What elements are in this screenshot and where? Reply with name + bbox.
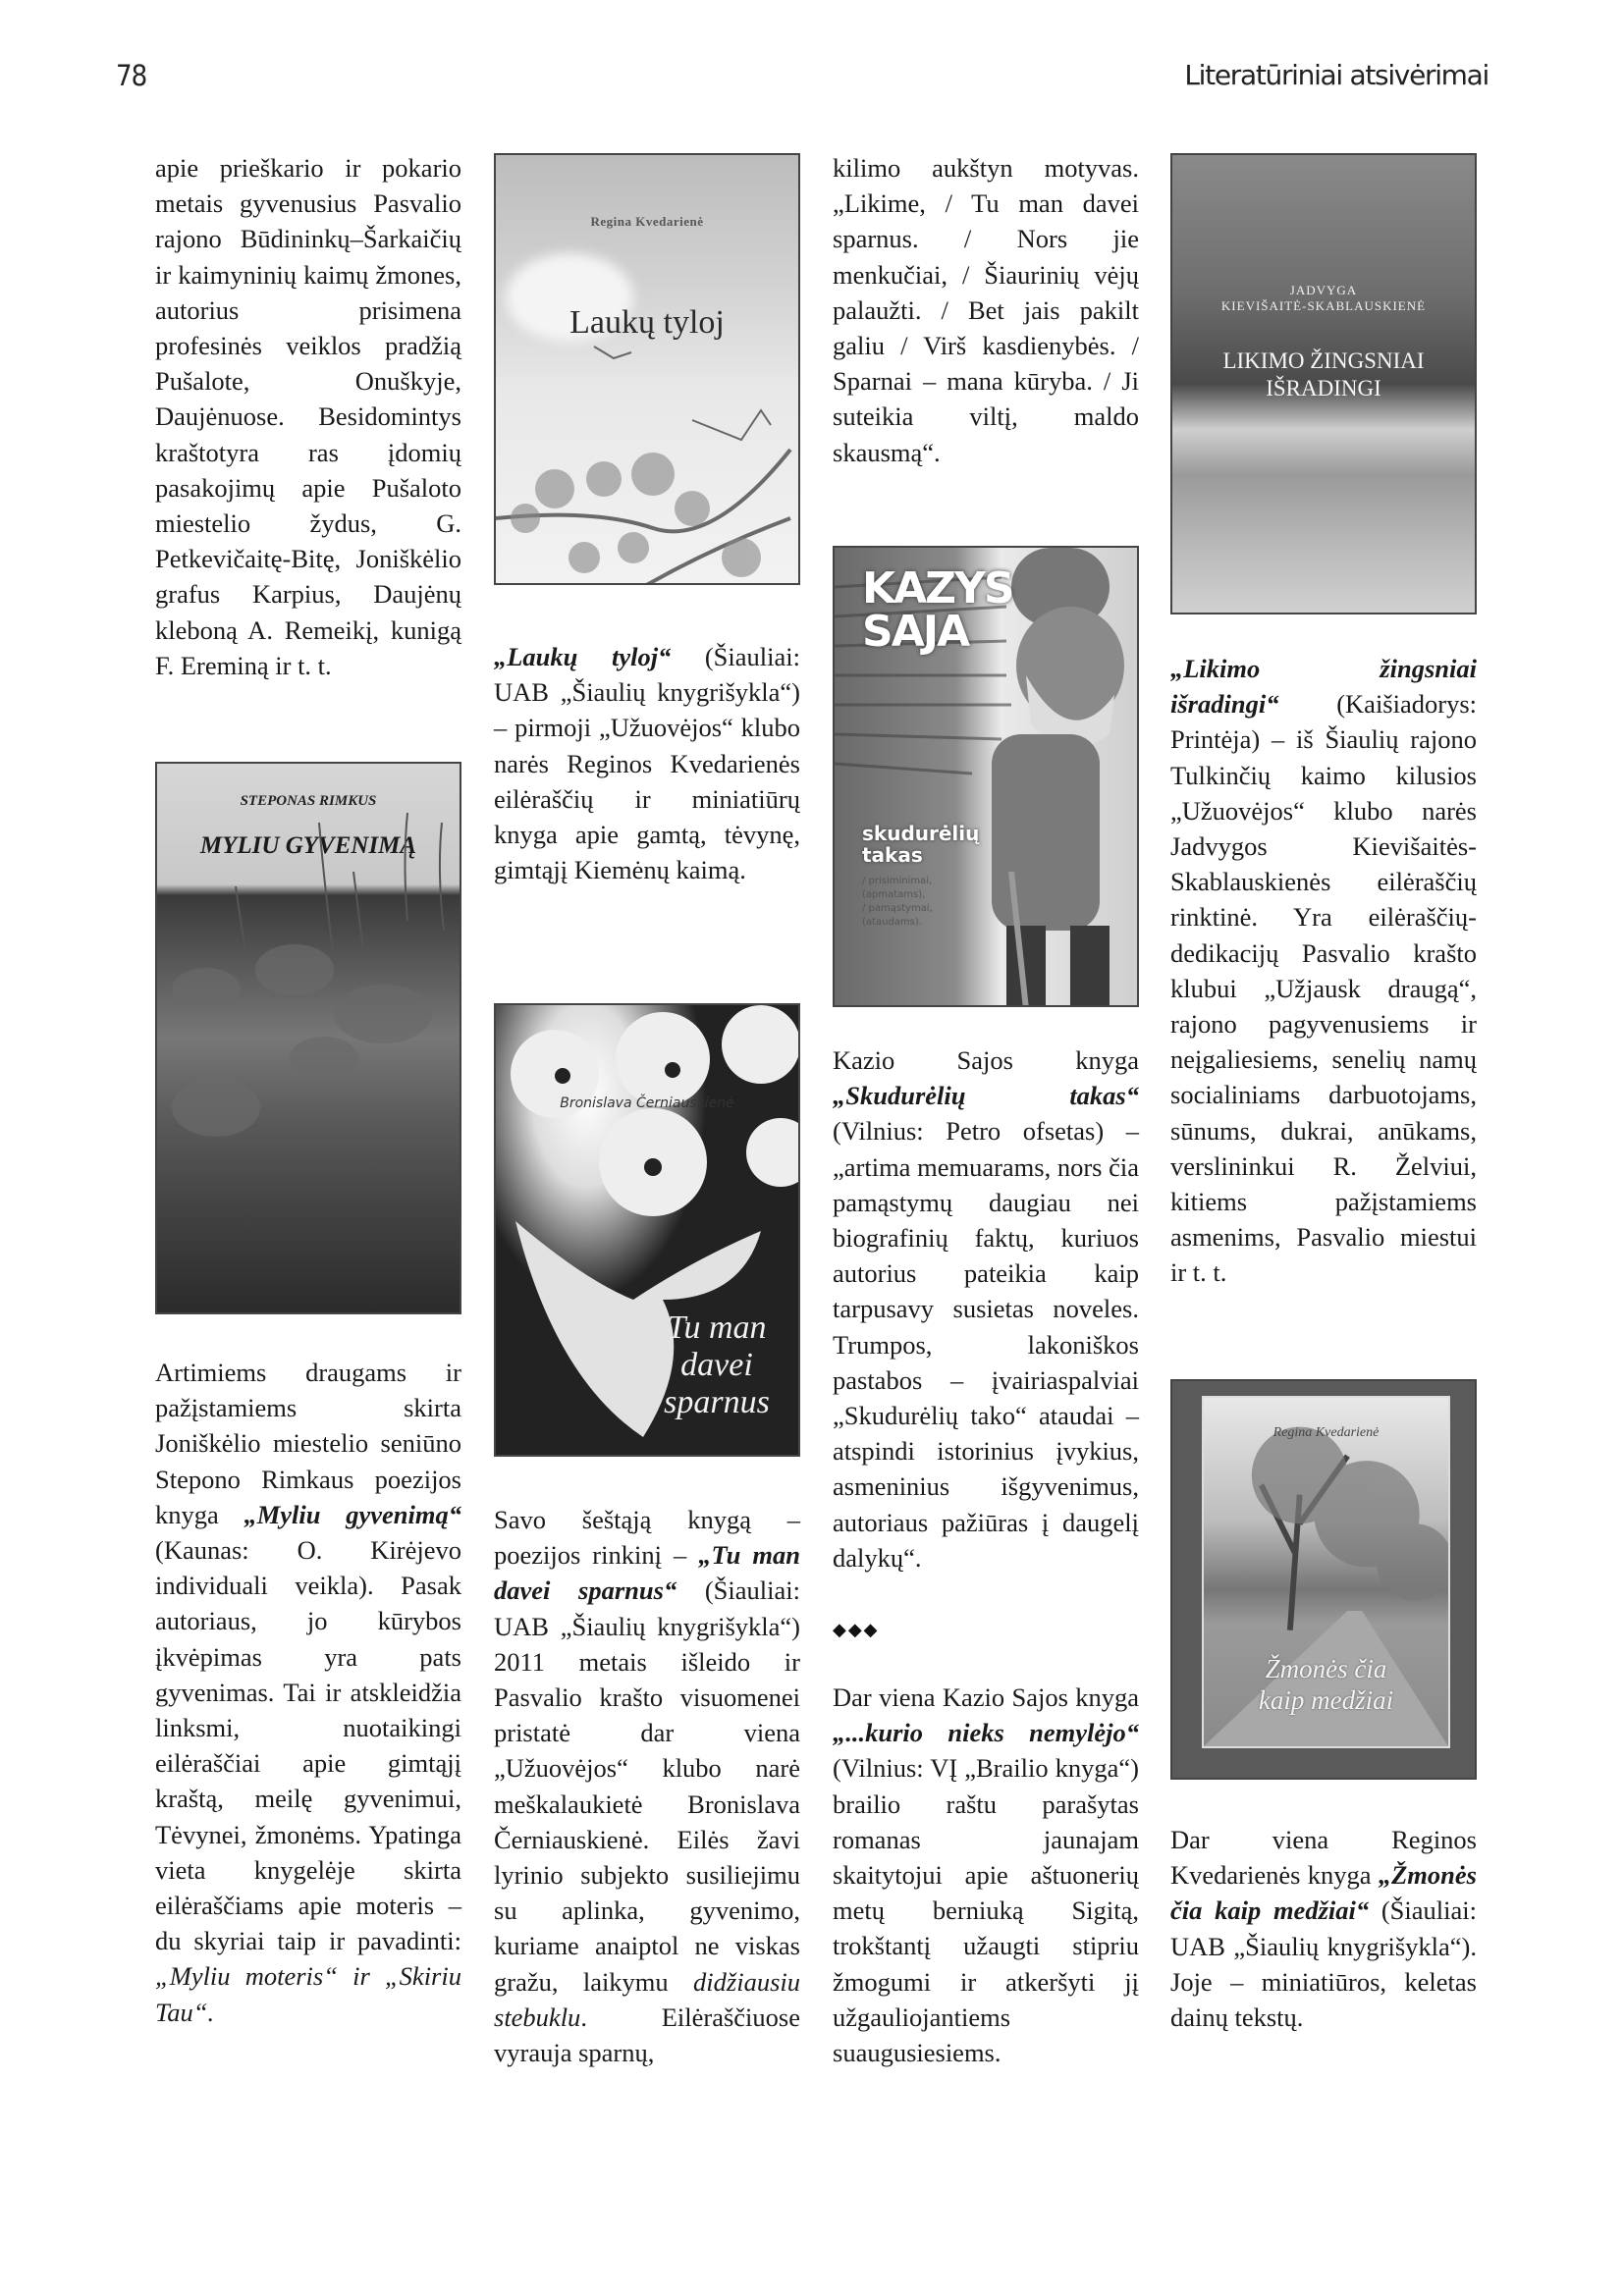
paragraph: „Likimo žingsniai išradingi“ (Kaišiadorys: Printėja) – iš Šiaulių rajono Tulkinčių kaimo kilusios „Užuovėjos“ klubo narės Jadvygos Kievišaitės-Skablauskienės eilėraščių rinktinė. Yra eilėraščių-dedikacijų Pasvalio krašto klubui „Užjausk draugą“, rajono pagyvenusiems ir neįgaliesiems, senelių namų socialiniams darbuotojams, sūnums, dukrai, anūkams, verslininkui R. Želviui, kitiems pažįstamiems asmenims, Pasvalio miestui ir t. t. [1170,654,1477,1288]
book-title: „Tu man davei sparnus“ [494,1540,800,1606]
branch-illustration [496,155,800,585]
poppies-illustration [157,764,461,1314]
book-title: „Laukų tyloj“ [494,642,672,671]
cover-title: LIKIMO ŽINGSNIAI IŠRADINGI [1222,348,1425,400]
column-3-para3 [833,1680,1139,2070]
column-4-para2 [1170,1822,1477,2035]
cover-author: Bronislava Černiauskienė [560,1095,734,1111]
book-cover-tu-man-davei-sparnus [494,1003,800,1457]
paragraph: Artimiems draugams ir pažįstamiems skirta Joniškėlio miestelio seniūno Stepono Rimkaus poezijos knyga „Myliu gyvenimą“ (Kaunas: O. Kirėjevo individuali veikla). Pasak autoriaus, jo kūrybos įkvėpimas yra pats gyvenimas. Tai ir atskleidžia linksmi, nuotaikingi eilėraščiai apie gimtąjį kraštą, meilę gyvenimui, Tėvynei, žmonėms. Ypatinga vieta knygelėje skirta eilėraščiams apie moteris – du skyriai taip ir pavadinti: „Myliu moteris“ ir „Skiriu Tau“. [155,1358,461,2027]
column-1-lower [155,1355,461,2030]
paragraph: apie prieškario ir pokario metais gyvenusius Pasvalio rajono Būdininkų–Šarkaičių ir kaimyninių kaimų žmones, autorius prisimena profesinės veiklos pradžią Pušalote, Onuškyje, Daujėnuose. Besidomintys kraštotyra ras įdomių pasakojimų apie Pušaloto miestelio žydus, G. Petkevičaitę-Bitę, Joniškėlio grafus Karpius, Daujėnų kleboną A. Remeikį, kunigą F. Ereminą ir t. t. [155,153,461,680]
paragraph: Kazio Sajos knyga „Skudurėlių takas“ (Vilnius: Petro ofsetas) – „artima memuarams, nors čia pamąstymų daugiau nei biografinių faktų, kuriuos autorius pateikia kaip tarpusavy susietas noveles. Trumpos, lakoniškos pastabos – įvairiaspalviai „Skudurėlių tako“ ataudai – atspindi istorinius įvykius, asmeninius išgyvenimus, autoriaus pažiūras į daugelį dalykų“. [833,1045,1139,1573]
column-1 [155,150,461,683]
cover-author: STEPONAS RIMKUS [240,793,377,809]
column-2-para2 [494,1502,800,2070]
cover-author: Regina Kvedarienė [1272,1425,1380,1440]
book-title: „Skudurėlių takas“ [833,1081,1139,1111]
cover-author: KAZYS SAJA [862,563,1013,657]
book-cover-zmones-cia-kaip-medziai [1170,1379,1477,1780]
book-cover-myliu-gyvenima [155,762,461,1314]
book-cover-likimo-zingsniai [1170,153,1477,614]
cover-photo-frame [1202,1396,1450,1748]
cover-title: Žmonės čia kaip medžiai [1258,1654,1394,1715]
column-4-para1 [1170,651,1477,1291]
cover-title: MYLIU GYVENIMĄ [199,832,417,859]
cover-title: Tu man davei sparnus [664,1309,770,1420]
paragraph: Savo šeštąją knygą – poezijos rinkinį – „Tu man davei sparnus“ (Šiauliai: UAB „Šiaulių knygrišykla“) 2011 metais išleido ir Pasvalio krašto visuomenei pristatė dar viena „Užuovėjos“ klubo narė meškalaukietė Bronislava Černiauskienė. Eilės žavi lyrinio subjekto susiliejimu su aplinka, gyvenimo, kuriame anaiptol ne viskas gražu, laikymu didžiausiu stebuklu. Eilėraščiuose vyrauja sparnų, [494,1505,800,2068]
column-3-para1 [833,150,1139,470]
column-3-para2 [833,1042,1139,1575]
cover-subtitle: / prisiminimai, (apmatams), / pamąstymai, (ataudams). [862,876,933,928]
paragraph: Dar viena Reginos Kvedarienės knyga „Žmonės čia kaip medžiai“ (Šiauliai: UAB „Šiaulių knygrišykla“). Joje – miniatiūros, keletas dainų tekstų. [1170,1825,1477,2033]
section-separator-diamonds: ◆◆◆ [833,1620,880,1640]
cover-title: skudurėlių takas [862,822,980,867]
paragraph: Dar viena Kazio Sajos knyga „...kurio nieks nemylėjo“ (Vilnius: VĮ „Brailio knyga“) brailio raštu parašytas romanas jaunajam skaitytojui apie aštuonerių metų berniuką Sigitą, trokštantį užaugti stipriu žmogumi ir atkeršyti jį užgauliojantiems suaugusiesiems. [833,1682,1139,2068]
page-number: 78 [116,59,147,92]
cover-title: Laukų tyloj [569,304,725,341]
book-title: „...kurio nieks nemylėjo“ [833,1718,1139,1748]
book-cover-lauku-tyloj [494,153,800,585]
book-title: „Myliu gyvenimą“ [244,1499,461,1529]
cover-author: Regina Kvedarienė [590,214,704,229]
book-cover-skudureliu-takas [833,546,1139,1007]
cover-author: JADVYGA KIEVIŠAITĖ-SKABLAUSKIENĖ [1220,283,1427,313]
paragraph: kilimo aukštyn motyvas. „Likime, / Tu man davei sparnus. / Nors jie menkučiai, / Šiaurinių vėjų palaužti. / Bet jais pakilt galiu / Virš kasdienybės. / Sparnai – mana kūryba. / Ji suteikia viltį, maldo skausmą“. [833,153,1139,467]
column-2-para1 [494,639,800,887]
book-title: „Likimo žingsniai išradingi“ [1170,654,1477,720]
book-title: „Žmonės čia kaip medžiai“ [1170,1860,1477,1926]
paragraph: „Laukų tyloj“ (Šiauliai: UAB „Šiaulių knygrišykla“) – pirmoji „Užuovėjos“ klubo narės Reginos Kvedarienės eilėraščių ir miniatiūrų knyga apie gamtą, tėvynę, gimtąjį Kiemėnų kaimą. [494,642,801,885]
section-title: Literatūriniai atsivėrimai [1184,59,1489,91]
